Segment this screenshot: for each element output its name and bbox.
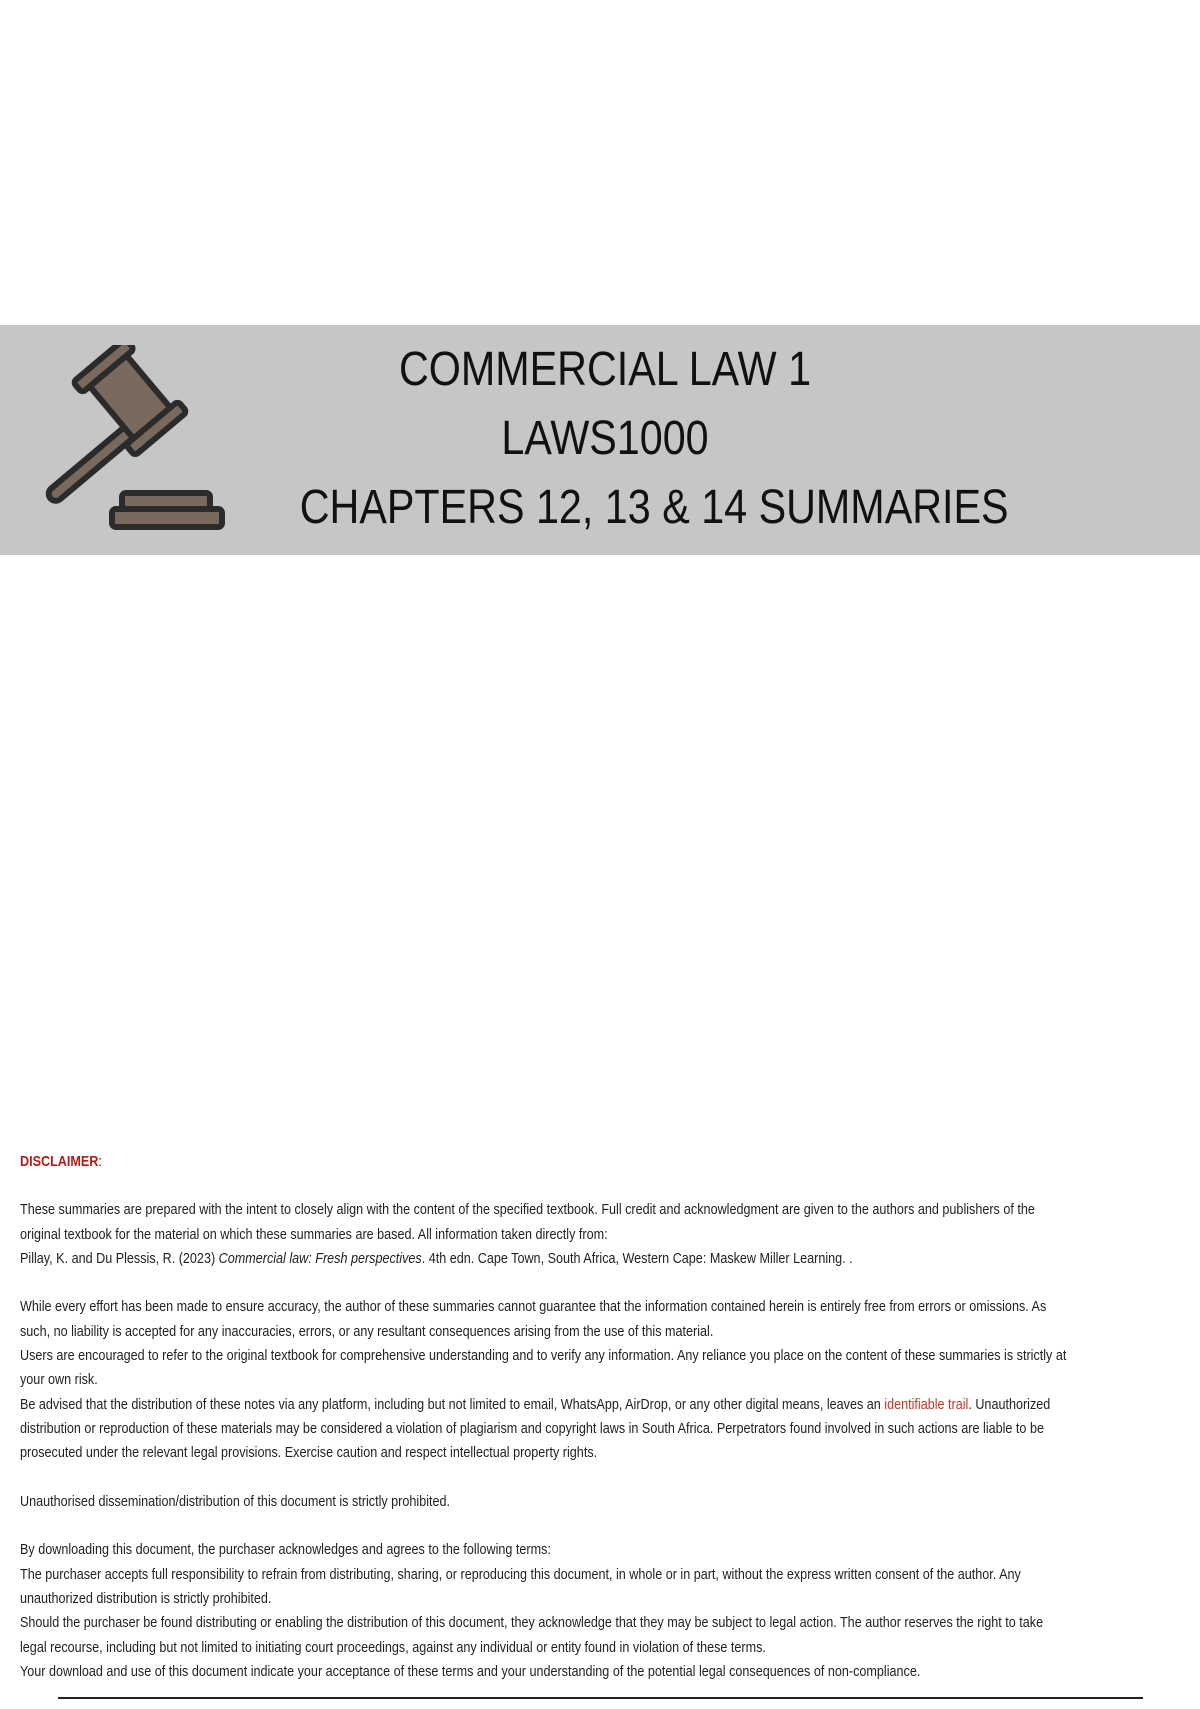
- disclaimer-paragraph-credit: These summaries are prepared with the intent to closely align with the content of the specified textbook. Full credit and acknowledgment are given to the authors and publishers of the original textbook for the material on which these summaries are based. All information taken directly from: Pillay, K. and Du Plessis, R. (2023) Commercial law: Fresh perspectives. 4th edn. Cape Town, South Africa, Western Cape: Maskew Miller Learning. .: [20, 1198, 1188, 1271]
- bottom-divider: [58, 1697, 1143, 1699]
- course-code: LAWS1000: [501, 412, 709, 465]
- course-name: COMMERCIAL LAW 1: [398, 343, 812, 396]
- textbook-citation: Pillay, K. and Du Plessis, R. (2023) Commercial law: Fresh perspectives. 4th edn. Cape Town, South Africa, Western Cape: Maskew Miller Learning. .: [20, 1249, 853, 1267]
- chapters-subtitle: CHAPTERS 12, 13 & 14 SUMMARIES: [299, 481, 1009, 534]
- identifiable-trail-highlight: identifiable trail: [884, 1395, 969, 1413]
- title-banner: [0, 325, 1200, 555]
- disclaimer-paragraph-liability: While every effort has been made to ensure accuracy, the author of these summaries cannot guarantee that the information contained herein is entirely free from errors or omissions. As such, no liability is accepted for any inaccuracies, errors, or any resultant consequences arising from the use of this material. Users are encouraged to refer to the original textbook for comprehensive understanding and to verify any information. Any reliance you place on the content of these summaries is strictly at your own risk. Be advised that the distribution of these notes via any platform, including but not limited to email, WhatsApp, AirDrop, or any other digital means, leaves an identifiable trail. Unauthorized distribution or reproduction of these materials may be considered a violation of plagiarism and copyright laws in South Africa. Perpetrators found involved in such actions are liable to be prosecuted under the relevant legal provisions. Exercise caution and respect intellectual property rights.: [20, 1298, 1067, 1462]
- disclaimer-heading: DISCLAIMER:: [20, 1153, 102, 1170]
- document-title: [299, 335, 1009, 542]
- gavel-icon: [30, 345, 230, 537]
- disclaimer-paragraph-terms: By downloading this document, the purchaser acknowledges and agrees to the following terms: The purchaser accepts full responsibility to refrain from distributing, sharing, or reproducing this document, in whole or in part, without the express written consent of the author. Any unauthorized distribution is strictly prohibited. Should the purchaser be found distributing or enabling the distribution of this document, they acknowledge that they may be subject to legal action. The author reserves the right to take legal recourse, including but not limited to initiating court proceedings, against any individual or entity found in violation of these terms. Your download and use of this document indicate your acceptance of these terms and your understanding of the potential legal consequences of non-compliance.: [20, 1541, 1044, 1680]
- disclaimer-section: [20, 1150, 1180, 1709]
- disclaimer-paragraph-prohibition: Unauthorised dissemination/distribution of this document is strictly prohibited.: [20, 1492, 451, 1510]
